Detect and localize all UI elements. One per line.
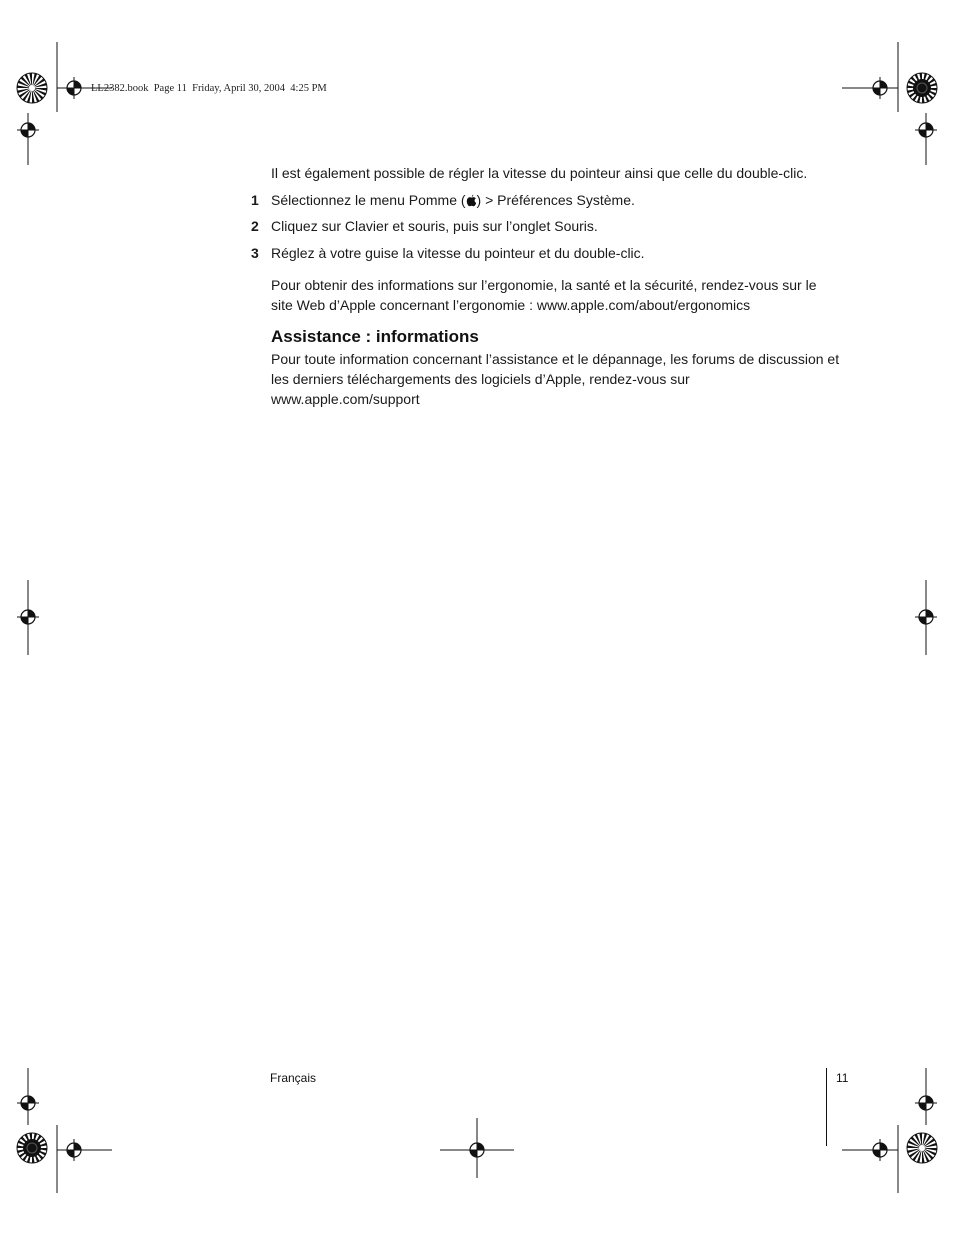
step-number: 1 — [251, 192, 259, 208]
color-wheel-icon — [17, 73, 47, 103]
registration-mark-icon — [915, 119, 937, 141]
color-wheel-icon — [17, 1133, 47, 1163]
page-number: 11 — [836, 1071, 849, 1085]
registration-mark-icon — [17, 1092, 39, 1114]
intro-paragraph: Il est également possible de régler la vitesse du pointeur ainsi que celle du double-clic. — [271, 165, 808, 181]
apple-logo-icon — [466, 194, 477, 207]
step-text: Réglez à votre guise la vitesse du pointeur et du double-clic. — [271, 245, 645, 261]
step-3 — [251, 243, 841, 263]
registration-mark-icon — [63, 1139, 85, 1161]
step-number: 3 — [251, 245, 259, 261]
step-text-before: Sélectionnez le menu Pomme ( — [271, 192, 466, 208]
assistance-paragraph: Pour toute information concernant l’assistance et le dépannage, les forums de discussion et les derniers téléchargements des logiciels d’Apple, rendez-vous sur www.apple.com/support — [271, 351, 840, 407]
color-wheel-icon — [907, 1133, 937, 1163]
step-text-after: ) > Préférences Système. — [476, 192, 635, 208]
step-text — [271, 190, 841, 210]
registration-mark-icon — [915, 1092, 937, 1114]
footer-divider — [826, 1068, 827, 1146]
ergonomics-paragraph: Pour obtenir des informations sur l’ergonomie, la santé et la sécurité, rendez-vous sur le site Web d’Apple concernant l’ergonomie : www.apple.com/about/ergonomics — [271, 277, 817, 313]
registration-mark-icon — [915, 606, 937, 628]
color-wheel-icon — [907, 73, 937, 103]
registration-mark-icon — [466, 1139, 488, 1161]
step-number: 2 — [251, 218, 259, 234]
assistance-heading: Assistance : informations — [271, 327, 479, 346]
step-text: Cliquez sur Clavier et souris, puis sur l’onglet Souris. — [271, 218, 598, 234]
registration-mark-icon — [63, 77, 85, 99]
step-2 — [251, 216, 841, 236]
registration-mark-icon — [17, 606, 39, 628]
step-1 — [251, 190, 841, 210]
registration-mark-icon — [869, 77, 891, 99]
registration-mark-icon — [869, 1139, 891, 1161]
print-slug: LL2382.book Page 11 Friday, April 30, 2004 4:25 PM — [91, 83, 327, 94]
registration-mark-icon — [17, 119, 39, 141]
footer-language: Français — [270, 1071, 317, 1085]
